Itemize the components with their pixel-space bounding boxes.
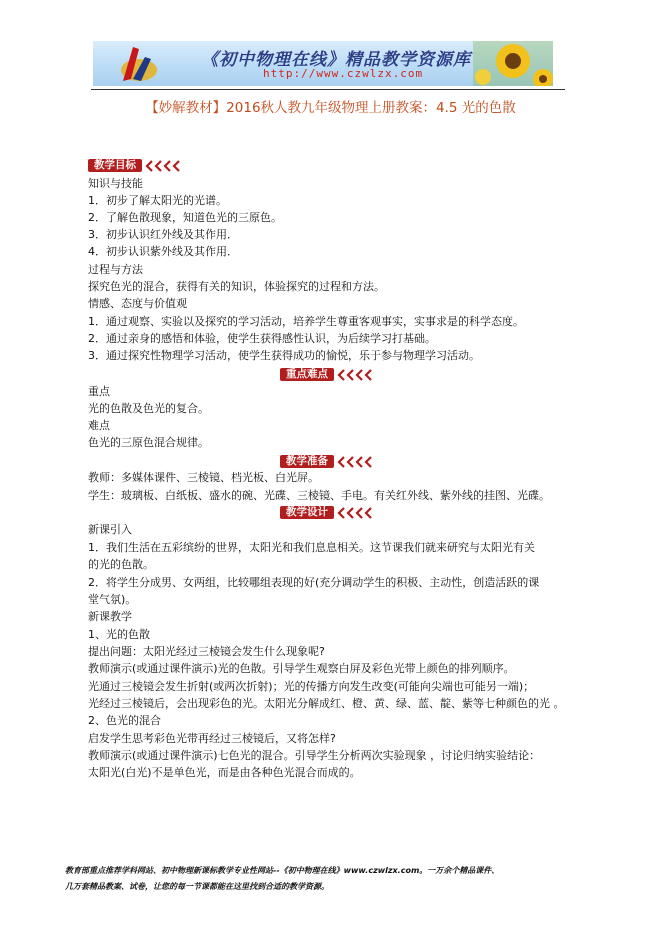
text-line: 教师：多媒体课件、三棱镜、档光板、白光屏。 [88, 471, 319, 484]
header-banner [93, 41, 553, 86]
text-line: 2．了解色散现象，知道色光的三原色。 [88, 211, 282, 224]
section-tag-preparation [280, 455, 372, 468]
chevrons-left-icon [336, 456, 372, 468]
text-line: 新课引入 [88, 523, 132, 536]
header-divider [91, 89, 565, 90]
text-line: 1、光的色散 [88, 628, 150, 641]
text-line: 2．将学生分成男、女两组，比较哪组表现的好(充分调动学生的积极、主动性，创造活跃的课 [88, 576, 540, 589]
section-tag-design [280, 506, 372, 519]
text-line: 学生：玻璃板、白纸板、盛水的碗、光碟、三棱镜、手电。有关红外线、紫外线的挂图、光碟。 [88, 489, 550, 502]
text-line: 1．通过观察、实验以及探究的学习活动，培养学生尊重客观事实，实事求是的科学态度。 [88, 315, 524, 328]
text-line: 光经过三棱镜后，会出现彩色的光。太阳光分解成红、橙、黄、绿、蓝、靛、紫等七种颜色的光 。 [88, 697, 565, 710]
document-title: 【妙解教材】2016秋人教九年级物理上册教案：4.5 光的色散 [145, 100, 516, 116]
section-tag-label: 教学准备 [280, 455, 334, 468]
text-line: 探究色光的混合，获得有关的知识，体验探究的过程和方法。 [88, 280, 385, 293]
site-logo-icon [115, 43, 159, 85]
text-line: 2、色光的混合 [88, 714, 161, 727]
chevrons-left-icon [144, 160, 180, 172]
text-line: 知识与技能 [88, 177, 143, 190]
chevrons-left-icon [336, 507, 372, 519]
footer-line: 几万套精品教案、试卷，让您的每一节课都能在这里找到合适的教学资源。 [65, 882, 329, 891]
section-tag-label: 重点难点 [280, 368, 334, 381]
banner-url: http://www.czwlzx.com [263, 67, 424, 80]
section-tag-label: 教学目标 [88, 159, 142, 172]
text-line: 新课教学 [88, 610, 132, 623]
text-line: 1．初步了解太阳光的光谱。 [88, 194, 227, 207]
text-line: 的光的色散。 [88, 558, 154, 571]
text-line: 太阳光(白光)不是单色光，而是由各种色光混合而成的。 [88, 766, 361, 779]
text-line: 光的色散及色光的复合。 [88, 402, 209, 415]
text-line: 3．通过探究性物理学习活动，使学生获得成功的愉悦，乐于参与物理学习活动。 [88, 349, 480, 362]
text-line: 3．初步认识红外线及其作用． [88, 228, 238, 241]
text-line: 1．我们生活在五彩缤纷的世界，太阳光和我们息息相关。这节课我们就来研究与太阳光有关 [88, 541, 535, 554]
text-line: 光通过三棱镜会发生折射(或两次折射)；光的传播方向发生改变(可能向尖端也可能另一端)； [88, 680, 535, 693]
text-line: 过程与方法 [88, 263, 143, 276]
section-tag-goals [88, 159, 180, 172]
footer-line: 教育部重点推荐学科网站、初中物理新课标教学专业性网站--《初中物理在线》www.czwlzx.com。一万余个精品课件、 [65, 866, 500, 875]
text-line: 4．初步认识紫外线及其作用． [88, 245, 238, 258]
text-line: 难点 [88, 419, 110, 432]
banner-title: 《初中物理在线》精品教学资源库 [201, 50, 471, 70]
page-footer [65, 863, 499, 895]
chevrons-left-icon [336, 369, 372, 381]
text-line: 色光的三原色混合规律。 [88, 436, 209, 449]
section-tag-label: 教学设计 [280, 506, 334, 519]
text-line: 教师演示(或通过课件演示)七色光的混合。引导学生分析两次实验现象 ，讨论归纳实验结论： [88, 749, 541, 762]
text-line: 教师演示(或通过课件演示)光的色散。引导学生观察白屏及彩色光带上颜色的排列顺序。 [88, 662, 515, 675]
section-tag-key-points [280, 368, 372, 381]
sunflower-icon [473, 41, 553, 86]
text-line: 堂气氛)。 [88, 593, 137, 606]
text-line: 提出问题：太阳光经过三棱镜会发生什么现象呢? [88, 645, 325, 658]
text-line: 2．通过亲身的感悟和体验，使学生获得感性认识，为后续学习打基础。 [88, 332, 436, 345]
text-line: 启发学生思考彩色光带再经过三棱镜后，又将怎样? [88, 732, 336, 745]
text-line: 情感、态度与价值观 [88, 297, 187, 310]
text-line: 重点 [88, 385, 110, 398]
